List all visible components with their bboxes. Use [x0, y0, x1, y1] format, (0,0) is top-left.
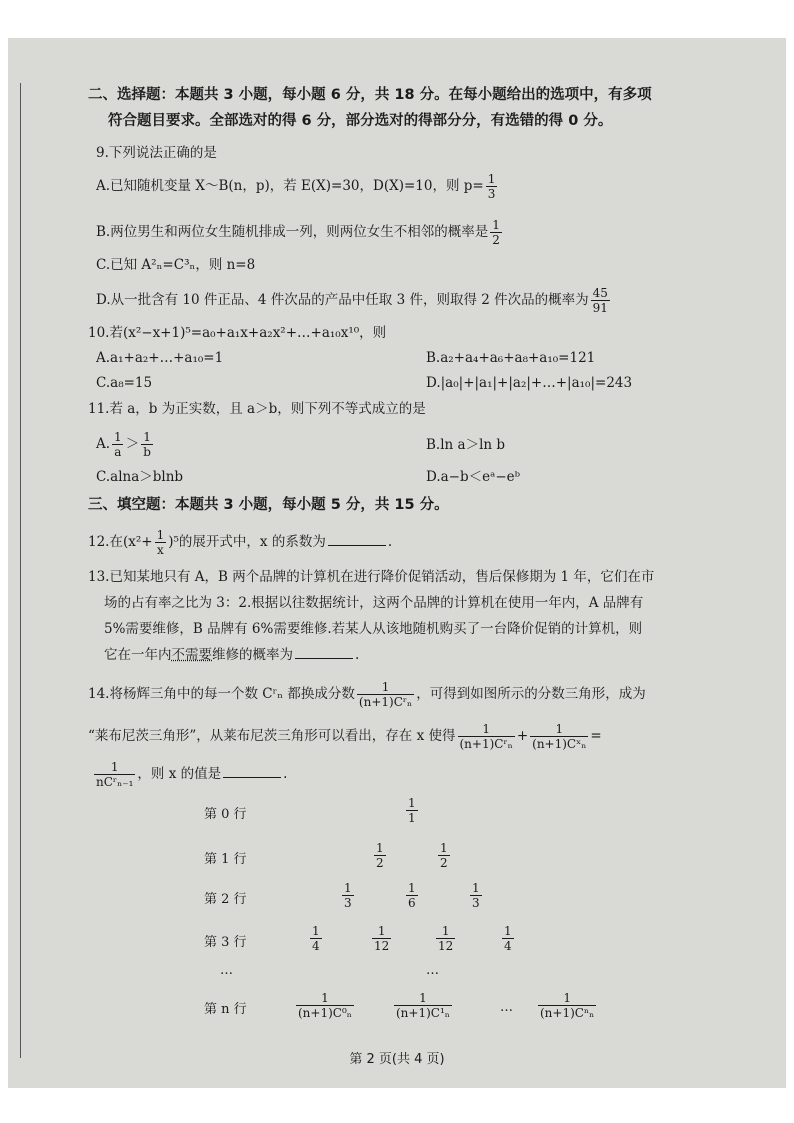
q14-line2: [88, 722, 602, 751]
q14-line2-n2: 1: [555, 722, 564, 736]
triangle-den: (n+1)C¹ₙ: [396, 1006, 450, 1020]
q12-post: 的展开式中，x 的系数为: [178, 534, 326, 550]
q9-d-num: 45: [592, 286, 608, 300]
q11-option-c: C.alna＞blnb: [96, 469, 184, 485]
page-footer: 第 2 页(共 4 页): [349, 1052, 445, 1067]
q9-a-fraction: [486, 172, 498, 201]
triangle-fraction: [310, 924, 322, 953]
triangle-num: 1: [321, 991, 329, 1005]
q14-end: .: [283, 766, 288, 782]
triangle-cell: [296, 991, 354, 1020]
q11-a-n1: 1: [114, 430, 122, 444]
q13-emphasis: 不需要: [171, 647, 212, 663]
q9-a-den: 3: [487, 187, 496, 201]
q13-line4: [104, 646, 359, 664]
triangle-num: 1: [472, 881, 480, 895]
q9-b-fraction: [490, 218, 502, 247]
triangle-fraction: [538, 991, 596, 1020]
q14-line3-post: ，则 x 的值是: [137, 766, 222, 782]
triangle-fraction: [436, 924, 455, 953]
q14-line2-plus: +: [516, 728, 529, 744]
q9-option-c: C.已知 A²ₙ=C³ₙ，则 n=8: [96, 257, 256, 273]
q9-a-num: 1: [487, 172, 496, 186]
q14-line2-frac2: [530, 722, 588, 751]
q14-line3: [92, 760, 287, 789]
triangle-cell: [470, 881, 482, 910]
q10-option-d: D.|a₀|+|a₁|+|a₂|+…+|a₁₀|=243: [426, 375, 633, 391]
triangle-den: 3: [344, 896, 352, 910]
triangle-num: 1: [377, 924, 386, 938]
triangle-fraction: [438, 841, 450, 870]
triangle-cell: [538, 991, 596, 1020]
triangle-den: 12: [374, 939, 390, 953]
triangle-cell: [406, 796, 418, 825]
q9-option-d: [96, 286, 612, 315]
triangle-num: 1: [408, 796, 416, 810]
q11-a-n2: 1: [143, 430, 151, 444]
exam-page: [8, 38, 786, 1088]
triangle-fraction: [406, 881, 418, 910]
triangle-row-1-label: 第 1 行: [204, 852, 247, 867]
triangle-den: 4: [312, 939, 320, 953]
triangle-cell: [372, 924, 391, 953]
triangle-row-0-label: 第 0 行: [204, 807, 247, 822]
q13-line1: 13.已知某地只有 A，B 两个品牌的计算机在进行降价促销活动，售后保修期为 1 年，它们在市: [88, 569, 655, 585]
q14-line2-n1: 1: [482, 722, 490, 736]
triangle-num: 1: [376, 841, 384, 855]
triangle-fraction: [406, 796, 418, 825]
triangle-den: 1: [408, 811, 416, 825]
triangle-fraction: [372, 924, 391, 953]
triangle-row-n-dots: …: [500, 1000, 513, 1015]
triangle-num: 1: [563, 991, 571, 1005]
triangle-row-2-label: 第 2 行: [204, 892, 247, 907]
q12-num: 1: [156, 528, 165, 542]
triangle-den: 2: [376, 856, 384, 870]
q11-a-d1: a: [114, 445, 122, 459]
section2-heading-line1: 二、选择题：本题共 3 小题，每小题 6 分，共 18 分。在每小题给出的选项中，有多项: [88, 87, 652, 103]
q14-line3-fraction: [94, 760, 135, 789]
q14-line1: [88, 680, 646, 709]
q12-pre: 12.在: [88, 534, 123, 550]
triangle-den: 3: [472, 896, 480, 910]
triangle-den: 2: [440, 856, 448, 870]
q10-option-a: A.a₁+a₂+…+a₁₀=1: [96, 350, 224, 366]
triangle-num: 1: [312, 924, 320, 938]
triangle-cell: [502, 924, 514, 953]
section3-heading: 三、填空题：本题共 3 小题，每小题 5 分，共 15 分。: [88, 497, 449, 513]
triangle-den: (n+1)Cⁿₙ: [540, 1006, 595, 1020]
triangle-cell: [438, 841, 450, 870]
triangle-fraction: [342, 881, 354, 910]
triangle-fraction: [502, 924, 514, 953]
q11-option-b: B.ln a＞ln b: [426, 437, 506, 453]
q12-answer-blank[interactable]: [328, 545, 386, 546]
q13-line4-post: 维修的概率为: [212, 647, 293, 663]
q13-end: .: [355, 647, 360, 663]
q12-fraction: [155, 528, 167, 557]
triangle-fraction: [470, 881, 482, 910]
triangle-num: 1: [504, 924, 512, 938]
q9-b-den: 2: [492, 233, 500, 247]
margin-rule: [20, 83, 21, 1058]
q14-line3-den: nCʳₙ₋₁: [96, 775, 134, 789]
q11-a-prefix: A.: [96, 436, 111, 452]
q12-expr-a: (x²+: [122, 534, 153, 550]
q9-option-b-text: B.两位男生和两位女生随机排成一列，则两位女生不相邻的概率是: [96, 224, 489, 240]
q10-stem: 10.若(x²−x+1)⁵=a₀+a₁x+a₂x²+…+a₁₀x¹⁰，则: [88, 325, 387, 341]
q13-line3: 5%需要维修，B 品牌有 6%需要维修.若某人从该地随机购买了一台降价促销的计算机，则: [104, 621, 643, 637]
triangle-dots-center: …: [426, 963, 439, 978]
q14-line2-d1: (n+1)Cʳₙ: [459, 737, 513, 751]
q11-option-a: [96, 430, 155, 459]
triangle-dots-left: …: [220, 963, 233, 978]
q9-b-num: 1: [492, 218, 500, 232]
q11-a-frac1: [112, 430, 124, 459]
q10-option-b: B.a₂+a₄+a₆+a₈+a₁₀=121: [426, 350, 596, 366]
q14-line1-fraction: [357, 680, 414, 709]
q13-answer-blank[interactable]: [295, 658, 353, 659]
q11-a-frac2: [141, 430, 153, 459]
q14-line3-num: 1: [110, 760, 119, 774]
q11-a-d2: b: [143, 445, 151, 459]
q14-line1-post: ，可得到如图所示的分数三角形，成为: [416, 686, 646, 702]
q12-end: .: [387, 534, 393, 550]
q9-stem: 9.下列说法正确的是: [96, 145, 217, 161]
q14-line2-d2: (n+1)Cˣₙ: [532, 737, 587, 751]
q14-line2-eq: =: [590, 728, 602, 744]
triangle-fraction: [374, 841, 386, 870]
triangle-cell: [394, 991, 452, 1020]
q12-den: x: [157, 543, 164, 557]
q14-line1-num: 1: [381, 680, 390, 694]
triangle-fraction: [296, 991, 354, 1020]
q10-option-c: C.a₈=15: [96, 375, 153, 391]
triangle-cell: [406, 881, 418, 910]
q12-expr-b: )⁵: [168, 534, 179, 550]
triangle-cell: [310, 924, 322, 953]
triangle-den: 6: [408, 896, 416, 910]
triangle-num: 1: [344, 881, 352, 895]
q14-line1-pre: 14.将杨辉三角中的每一个数 Cʳₙ 都换成分数: [88, 686, 355, 702]
q11-stem: 11.若 a，b 为正实数，且 a＞b，则下列不等式成立的是: [88, 401, 426, 417]
q9-d-fraction: [591, 286, 610, 315]
q14-line1-den: (n+1)Cʳₙ: [358, 695, 413, 709]
triangle-cell: [436, 924, 455, 953]
q9-option-a-text: A.已知随机变量 X～B(n，p)，若 E(X)=30，D(X)=10，则 p=: [96, 178, 484, 194]
triangle-num: 1: [440, 841, 448, 855]
q9-option-a: [96, 172, 499, 201]
triangle-cell: [342, 881, 354, 910]
triangle-den: 4: [504, 939, 512, 953]
q13-line2: 场的占有率之比为 3：2.根据以往数据统计，这两个品牌的计算机在使用一年内，A 品牌有: [104, 595, 644, 611]
q9-option-b: [96, 218, 504, 247]
q9-d-den: 91: [592, 301, 608, 315]
q13-line4-pre: 它在一年内: [104, 647, 172, 663]
section2-heading-line2: 符合题目要求。全部选对的得 6 分，部分选对的得部分分，有选错的得 0 分。: [108, 113, 613, 129]
triangle-den: 12: [438, 939, 454, 953]
q11-a-gt: ＞: [125, 436, 140, 452]
q12-line: [88, 528, 392, 557]
triangle-num: 1: [408, 881, 416, 895]
triangle-den: (n+1)C⁰ₙ: [298, 1006, 352, 1020]
q14-line2-pre: “莱布尼茨三角形”，从莱布尼茨三角形可以看出，存在 x 使得: [88, 728, 456, 744]
triangle-cell: [374, 841, 386, 870]
q14-line2-frac1: [458, 722, 515, 751]
triangle-row-3-label: 第 3 行: [204, 935, 247, 950]
triangle-fraction: [394, 991, 452, 1020]
q14-answer-blank[interactable]: [223, 777, 281, 778]
triangle-num: 1: [419, 991, 427, 1005]
q9-option-d-text: D.从一批含有 10 件正品、4 件次品的产品中任取 3 件，则取得 2 件次品的概率为: [96, 292, 589, 308]
triangle-num: 1: [441, 924, 450, 938]
triangle-row-n-label: 第 n 行: [204, 1002, 247, 1017]
q11-option-d: D.a−b＜eᵃ−eᵇ: [426, 469, 521, 485]
